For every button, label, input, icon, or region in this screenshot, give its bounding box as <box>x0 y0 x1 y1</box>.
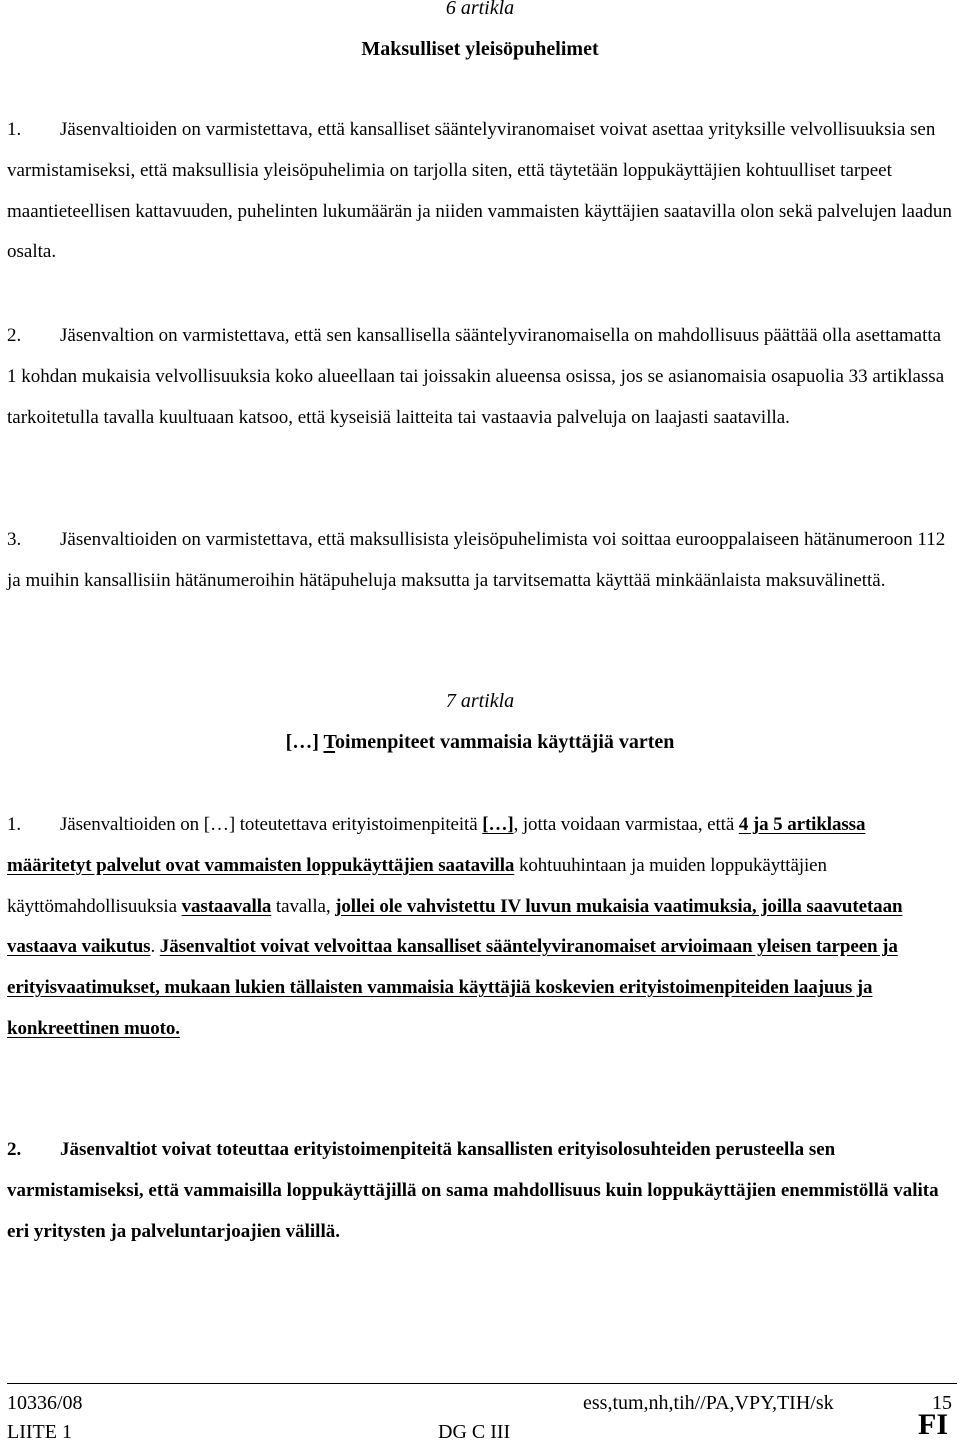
text-segment: . <box>150 936 160 958</box>
text-segment-bold-underline: jollei ole vahvistettu IV luvun mukaisia vaatimuksia, joilla saavutetaan vastaava vaikutus <box>7 895 903 958</box>
title-prefix: […] <box>285 731 324 753</box>
article-6-paragraph-1 <box>7 110 953 273</box>
text-segment-bold-underline: 4 ja 5 artiklassa määritetyt palvelut ovat vammaisten loppukäyttäjien saatavilla <box>7 814 866 876</box>
article-7-number: 7 artikla <box>445 690 515 712</box>
text-segment-bold-underline: […] <box>482 814 514 835</box>
text-segment-bold-underline: Jäsenvaltiot voivat velvoittaa kansalliset sääntelyviranomaiset arvioimaan yleisen tarpeen ja erityisvaatimukset, mukaan lukien tällaisten vammaisia käyttäjiä koskevien erityistoimenpiteiden laajuus ja konkreettinen muoto. <box>7 936 898 1039</box>
text-segment: , jotta voidaan varmistaa, että <box>513 814 739 835</box>
footer-rule <box>7 1383 957 1384</box>
footer-annex: LIITE 1 <box>7 1421 72 1443</box>
footer-dg: DG C III <box>438 1421 511 1443</box>
paragraph-number: 3. <box>7 529 22 550</box>
paragraph-text: Jäsenvaltioiden on varmistettava, että kansalliset sääntelyviranomaiset voivat asettaa yrityksille velvollisuuksia sen varmistamiseksi, että maksullisia yleisöpuhelimia on tarjolla siten, että täytetään loppukäyttäjien kohtuulliset tarpeet maantieteellisen kattavuuden, puhelinten lukumäärän ja niiden vammaisten käyttäjien saatavilla olon sekä palvelujen laadun osalta. <box>7 119 952 263</box>
article-6-paragraph-2 <box>7 316 953 438</box>
article-7-paragraph-2 <box>7 1130 953 1252</box>
footer-language-code: FI <box>918 1408 948 1441</box>
paragraph-number: 2. <box>7 325 22 346</box>
paragraph-text: Jäsenvaltion on varmistettava, että sen kansallisella sääntelyviranomaisella on mahdollisuus päättää olla asettamatta 1 kohdan mukaisia velvollisuuksia koko alueellaan tai joissakin alueensa osissa, jos se asianomaisia osapuolia 33 artiklassa tarkoitetulla tavalla kuultuaan katsoo, että kyseisiä laitteita tai vastaavia palveluja on laajasti saatavilla. <box>7 325 945 428</box>
title-rest: oimenpiteet vammaisia käyttäjiä varten <box>335 731 675 753</box>
article-6-paragraph-3 <box>7 520 953 602</box>
text-segment-bold-underline: vastaavalla <box>181 895 272 917</box>
article-6-number: 6 artikla <box>445 0 515 19</box>
article-7-paragraph-1 <box>7 805 953 1050</box>
paragraph-number: 2. <box>7 1139 22 1160</box>
text-segment: kohtuuhintaan ja muiden loppukäyttäjien käyttömahdollisuuksia <box>7 854 827 917</box>
footer-doc-number: 10336/08 <box>7 1392 83 1414</box>
paragraph-text: Jäsenvaltioiden on varmistettava, että maksullisista yleisöpuhelimista voi soittaa eurooppalaiseen hätänumeroon 112 ja muihin kansallisiin hätänumeroihin hätäpuheluja maksutta ja tarvitsematta käyttää minkäänlaista maksuvälinettä. <box>7 529 946 591</box>
footer-page-number: 15 <box>932 1392 952 1414</box>
paragraph-number: 1. <box>7 814 22 835</box>
paragraph-text: Jäsenvaltiot voivat toteuttaa erityistoimenpiteitä kansallisten erityisolosuhteiden perusteella sen varmistamiseksi, että vammaisilla loppukäyttäjillä on sama mahdollisuus kuin loppukäyttäjien enemmistöllä valita eri yritysten ja palveluntarjoajien välillä. <box>7 1139 939 1242</box>
text-segment: Jäsenvaltioiden on […] toteutettava erityistoimenpiteitä <box>60 814 483 835</box>
paragraph-number: 1. <box>7 119 22 140</box>
title-first-letter: T <box>323 731 336 753</box>
text-segment: tavalla, <box>271 895 336 917</box>
article-6-title: Maksulliset yleisöpuhelimet <box>361 38 599 60</box>
footer-initials: ess,tum,nh,tih//PA,VPY,TIH/sk <box>583 1392 834 1414</box>
article-7-title <box>0 731 960 754</box>
